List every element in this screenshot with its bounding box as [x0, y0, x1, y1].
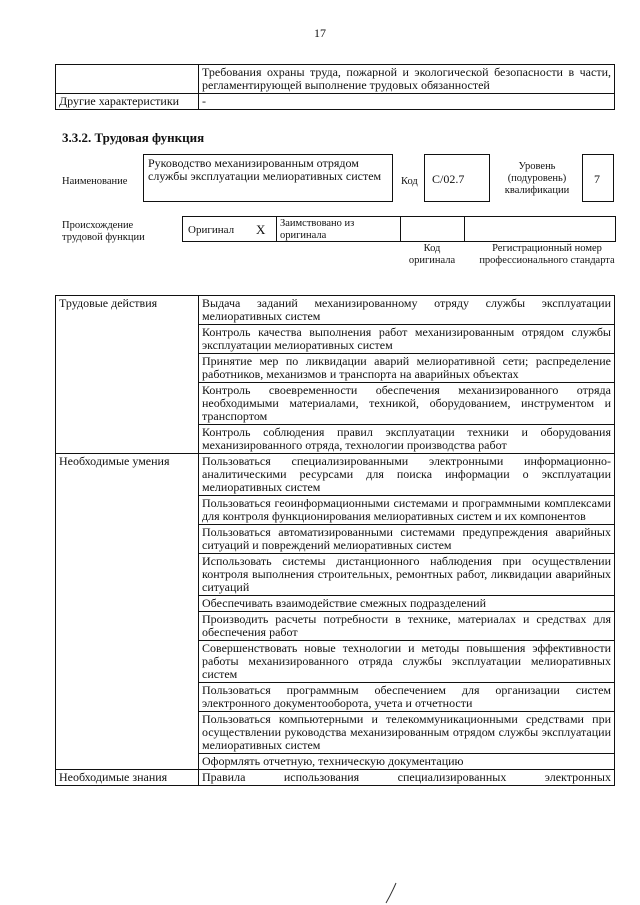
code-label: Код	[401, 176, 418, 187]
level-label: Уровень (подуровень) квалификации	[504, 161, 570, 196]
row-label: Другие характеристики	[56, 94, 199, 110]
list-item: Контроль своевременности обеспечения механизированного отряда необходимыми материалами, техникой, оборудованием, инструментом и транспортом	[199, 383, 615, 425]
list-item: Пользоваться программным обеспечением для организации систем электронного документооборота, учета и отчетности	[199, 683, 615, 712]
reg-number-label: Регистрационный номер профессионального стандарта	[479, 243, 615, 266]
original-mark: X	[256, 222, 266, 237]
divider	[464, 216, 465, 241]
table-row	[56, 65, 615, 94]
row-label	[56, 65, 199, 94]
list-item: Контроль качества выполнения работ механизированным отрядом службы эксплуатации мелиоративных систем	[199, 325, 615, 354]
borrowed-label: Заимствовано из оригинала	[280, 218, 355, 241]
list-item: Контроль соблюдения правил эксплуатации техники и оборудования механизированного отряда, технологии производства работ	[199, 425, 615, 454]
name-value: Руководство механизированным отрядом службы эксплуатации мелиоративных систем	[148, 156, 382, 183]
table-row	[56, 94, 615, 110]
name-label: Наименование	[62, 176, 128, 187]
origin-label: Происхождение трудовой функции	[62, 220, 145, 243]
row-value: Требования охраны труда, пожарной и экологической безопасности в части, регламентирующей выполнение трудовых обязанностей	[199, 65, 615, 94]
list-item: Пользоваться автоматизированными системами предупреждения аварийных ситуаций и повреждений мелиоративных систем	[199, 525, 615, 554]
section-title: 3.3.2. Трудовая функция	[62, 130, 205, 145]
original-label: Оригинал	[188, 224, 235, 236]
main-table	[55, 295, 615, 786]
section-label: Необходимые знания	[56, 770, 199, 786]
list-item: Совершенствовать новые технологии и методы повышения эффективности работы механизированного отряда службы эксплуатации мелиоративных систем	[199, 641, 615, 683]
section-label: Необходимые умения	[56, 454, 199, 770]
table-row	[56, 770, 615, 786]
origin-box	[182, 216, 616, 242]
row-value: -	[199, 94, 615, 110]
divider	[400, 216, 401, 241]
list-item: Пользоваться специализированными электронными информационно-аналитическими ресурсами для поиска информации о эксплуатации мелиоративных систем	[199, 454, 615, 496]
list-item: Оформлять отчетную, техническую документацию	[199, 754, 615, 770]
table-row	[56, 296, 615, 325]
list-item: Использовать системы дистанционного наблюдения при осуществлении контроля выполнения строительных, ремонтных работ, ликвидации аварийных ситуаций	[199, 554, 615, 596]
signature-mark	[384, 882, 398, 904]
section-label: Трудовые действия	[56, 296, 199, 454]
list-item: Обеспечивать взаимодействие смежных подразделений	[199, 596, 615, 612]
divider	[276, 216, 277, 241]
code-value: C/02.7	[432, 172, 465, 186]
code-original-label: Код оригинала	[408, 243, 456, 266]
level-value: 7	[594, 172, 600, 186]
top-table	[55, 64, 615, 110]
list-item: Принятие мер по ликвидации аварий мелиоративной сети; распределение работников, механизмов и транспорта на аварийных объектах	[199, 354, 615, 383]
list-item: Пользоваться компьютерными и телекоммуникационными средствами при осуществлении руководства механизированным отрядом службы эксплуатации мелиоративных систем	[199, 712, 615, 754]
list-item: Производить расчеты потребности в технике, материалах и средствах для обеспечения работ	[199, 612, 615, 641]
list-item: Пользоваться геоинформационными системами и программными комплексами для контроля функционирования мелиоративных систем и их компонентов	[199, 496, 615, 525]
list-item: Правила использования специализированных электронных	[199, 770, 615, 786]
table-row	[56, 454, 615, 496]
page-number: 17	[314, 26, 326, 40]
list-item: Выдача заданий механизированному отряду службы эксплуатации мелиоративных систем	[199, 296, 615, 325]
